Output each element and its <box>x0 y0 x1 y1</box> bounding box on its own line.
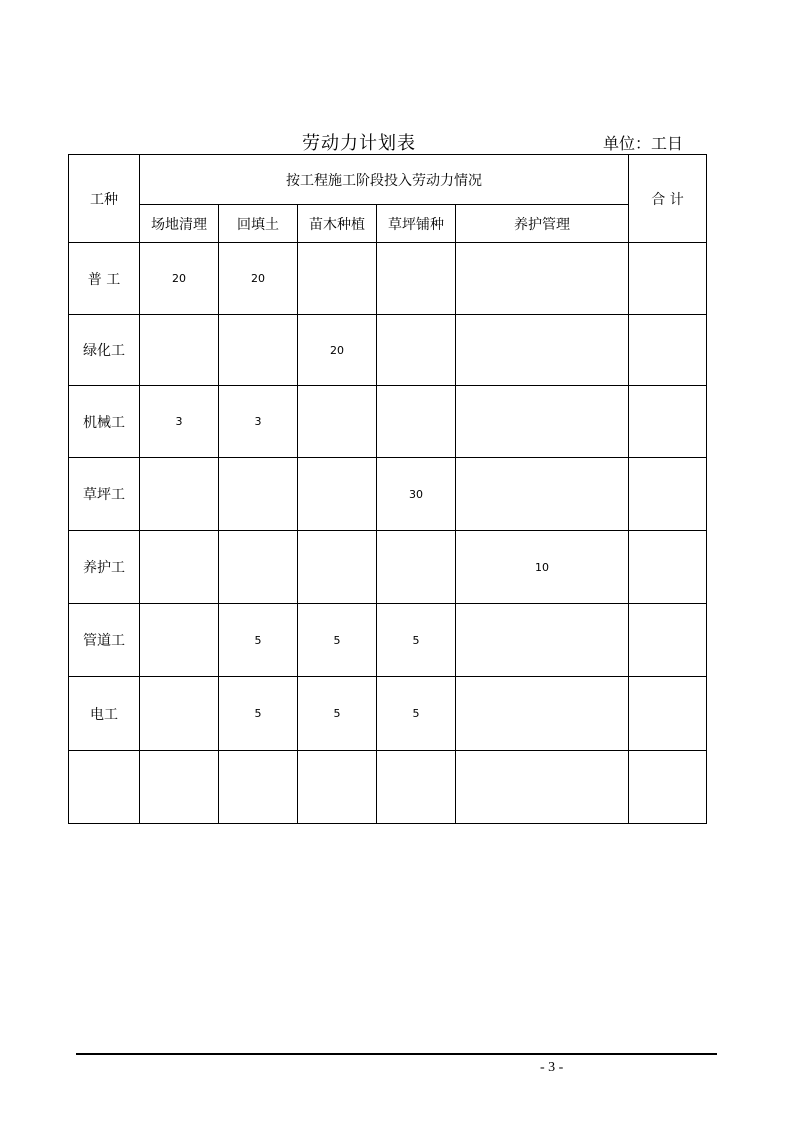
table-cell <box>377 315 456 386</box>
table-cell <box>140 751 219 824</box>
table-cell: 5 <box>219 677 298 751</box>
row-total <box>629 386 707 458</box>
table-cell: 3 <box>140 386 219 458</box>
row-total <box>629 315 707 386</box>
row-work-type: 养护工 <box>69 531 140 604</box>
row-work-type: 绿化工 <box>69 315 140 386</box>
table-cell: 30 <box>377 458 456 531</box>
row-work-type: 管道工 <box>69 604 140 677</box>
table-cell <box>140 531 219 604</box>
table-cell <box>377 243 456 315</box>
table-cell <box>456 458 629 531</box>
table-cell <box>219 315 298 386</box>
table-cell: 3 <box>219 386 298 458</box>
table-cell: 20 <box>140 243 219 315</box>
table-cell <box>456 386 629 458</box>
table-cell <box>219 531 298 604</box>
header-stage: 回填土 <box>219 205 298 243</box>
row-work-type: 机械工 <box>69 386 140 458</box>
header-stage: 养护管理 <box>456 205 629 243</box>
header-stage: 草坪铺种 <box>377 205 456 243</box>
header-row-2 <box>69 205 707 243</box>
table-cell: 20 <box>219 243 298 315</box>
table-cell <box>298 531 377 604</box>
table-cell <box>456 751 629 824</box>
table-cell <box>140 315 219 386</box>
unit-label: 单位：工日 <box>603 134 684 153</box>
row-total <box>629 458 707 531</box>
table-cell <box>219 458 298 531</box>
table-cell <box>140 458 219 531</box>
table-row <box>69 604 707 677</box>
table-cell: 20 <box>298 315 377 386</box>
table-cell: 5 <box>377 677 456 751</box>
row-total <box>629 243 707 315</box>
table-row <box>69 243 707 315</box>
table-cell <box>298 386 377 458</box>
table-cell <box>298 751 377 824</box>
table-cell <box>377 386 456 458</box>
row-work-type: 普 工 <box>69 243 140 315</box>
table-cell: 5 <box>298 604 377 677</box>
row-work-type: 电工 <box>69 677 140 751</box>
table-cell: 5 <box>377 604 456 677</box>
table-cell <box>377 531 456 604</box>
table-cell <box>456 243 629 315</box>
header-stage-group: 按工程施工阶段投入劳动力情况 <box>140 155 629 205</box>
header-stage: 场地清理 <box>140 205 219 243</box>
table-cell <box>140 677 219 751</box>
table-row <box>69 751 707 824</box>
table-row <box>69 531 707 604</box>
table-cell <box>377 751 456 824</box>
header-stage: 苗木种植 <box>298 205 377 243</box>
labor-plan-table <box>68 154 707 824</box>
table-row <box>69 315 707 386</box>
table-cell: 5 <box>298 677 377 751</box>
table-cell <box>298 243 377 315</box>
header-row-1 <box>69 155 707 205</box>
row-total <box>629 751 707 824</box>
table-cell <box>298 458 377 531</box>
table-cell <box>456 315 629 386</box>
footer-divider <box>76 1053 717 1055</box>
table-cell <box>456 677 629 751</box>
table-cell <box>456 604 629 677</box>
table-title: 劳动力计划表 <box>302 133 416 154</box>
table-row <box>69 458 707 531</box>
header-total: 合 计 <box>629 155 707 243</box>
row-work-type <box>69 751 140 824</box>
row-total <box>629 677 707 751</box>
table-cell: 5 <box>219 604 298 677</box>
row-total <box>629 604 707 677</box>
table-row <box>69 677 707 751</box>
page-number: - 3 - <box>540 1060 564 1075</box>
table-row <box>69 386 707 458</box>
table-cell: 10 <box>456 531 629 604</box>
table-cell <box>219 751 298 824</box>
row-work-type: 草坪工 <box>69 458 140 531</box>
table-cell <box>140 604 219 677</box>
header-work-type: 工种 <box>69 155 140 243</box>
row-total <box>629 531 707 604</box>
